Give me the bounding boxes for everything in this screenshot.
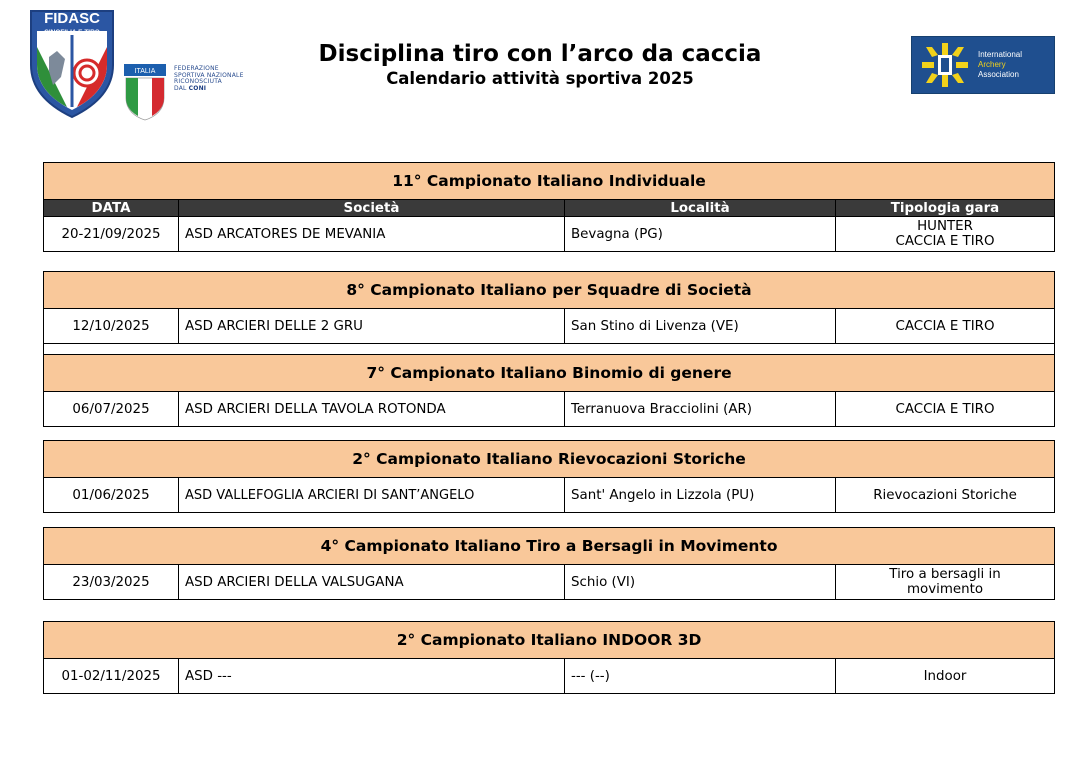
table-row bbox=[44, 309, 1055, 344]
event-location: Terranuova Bracciolini (AR) bbox=[565, 392, 836, 427]
event-date: 12/10/2025 bbox=[44, 309, 179, 344]
iaa-line: International bbox=[978, 50, 1023, 59]
event-table bbox=[43, 440, 1054, 513]
event-date: 20-21/09/2025 bbox=[44, 217, 179, 252]
table-row bbox=[44, 659, 1055, 694]
federation-dal: DAL bbox=[174, 84, 187, 92]
title-block bbox=[260, 40, 820, 90]
column-header-society: Società bbox=[179, 200, 565, 217]
italia-label: ITALIA bbox=[134, 68, 156, 75]
table-row bbox=[44, 392, 1055, 427]
table-row bbox=[44, 478, 1055, 513]
federation-line: SPORTIVA NAZIONALE bbox=[174, 71, 244, 79]
federation-text bbox=[174, 66, 244, 92]
fidasc-logo bbox=[27, 7, 117, 119]
event-title: 7° Campionato Italiano Binomio di genere bbox=[44, 355, 1055, 392]
event-society: ASD ARCATORES DE MEVANIA bbox=[179, 217, 565, 252]
event-type-line: movimento bbox=[906, 582, 984, 597]
event-society: ASD VALLEFOGLIA ARCIERI DI SANT’ANGELO bbox=[179, 478, 565, 513]
event-type-line: HUNTER bbox=[917, 219, 973, 234]
page-title: Disciplina tiro con l’arco da caccia bbox=[318, 41, 762, 67]
federation-coni: CONI bbox=[188, 84, 207, 92]
event-title: 4° Campionato Italiano Tiro a Bersagli in Movimento bbox=[44, 528, 1055, 565]
event-title: 11° Campionato Italiano Individuale bbox=[44, 163, 1055, 200]
fidasc-logo-text: FIDASC bbox=[44, 10, 100, 27]
event-title: 8° Campionato Italiano per Squadre di Società bbox=[44, 272, 1055, 309]
column-header-location: Località bbox=[565, 200, 836, 217]
event-location: Schio (VI) bbox=[565, 565, 836, 600]
table-row bbox=[44, 565, 1055, 600]
event-table bbox=[43, 162, 1054, 252]
event-society: ASD ARCIERI DELLE 2 GRU bbox=[179, 309, 565, 344]
event-date: 23/03/2025 bbox=[44, 565, 179, 600]
event-type bbox=[836, 565, 1055, 600]
fidasc-logo-subtext: CINOFILIA E TIRO bbox=[44, 29, 100, 36]
event-table bbox=[43, 354, 1054, 427]
event-table bbox=[43, 527, 1054, 600]
event-society: ASD ARCIERI DELLA VALSUGANA bbox=[179, 565, 565, 600]
event-type: CACCIA E TIRO bbox=[836, 309, 1055, 344]
iaa-emblem-icon bbox=[918, 41, 974, 89]
table-row bbox=[44, 217, 1055, 252]
event-society: ASD ARCIERI DELLA TAVOLA ROTONDA bbox=[179, 392, 565, 427]
page-subtitle: Calendario attività sportiva 2025 bbox=[386, 69, 694, 88]
event-type: Rievocazioni Storiche bbox=[836, 478, 1055, 513]
event-date: 06/07/2025 bbox=[44, 392, 179, 427]
event-type-line: CACCIA E TIRO bbox=[895, 234, 995, 249]
event-title: 2° Campionato Italiano INDOOR 3D bbox=[44, 622, 1055, 659]
event-type: CACCIA E TIRO bbox=[836, 392, 1055, 427]
event-title: 2° Campionato Italiano Rievocazioni Storiche bbox=[44, 441, 1055, 478]
event-location: Sant' Angelo in Lizzola (PU) bbox=[565, 478, 836, 513]
event-type: Indoor bbox=[836, 659, 1055, 694]
event-society: ASD --- bbox=[179, 659, 565, 694]
event-location: --- (--) bbox=[565, 659, 836, 694]
event-date: 01/06/2025 bbox=[44, 478, 179, 513]
event-type bbox=[836, 217, 1055, 252]
event-type-line: Tiro a bersagli in bbox=[889, 567, 1001, 582]
event-location: San Stino di Livenza (VE) bbox=[565, 309, 836, 344]
column-header-type: Tipologia gara bbox=[836, 200, 1055, 217]
iaa-line: Association bbox=[978, 70, 1019, 79]
event-table bbox=[43, 621, 1054, 694]
iaa-line: Archery bbox=[978, 60, 1006, 69]
federation-line: FEDERAZIONE bbox=[174, 65, 219, 72]
event-table bbox=[43, 271, 1054, 358]
column-header-date: DATA bbox=[44, 200, 179, 217]
event-location: Bevagna (PG) bbox=[565, 217, 836, 252]
federation-line: RICONOSCIUTA bbox=[174, 78, 222, 86]
event-date: 01-02/11/2025 bbox=[44, 659, 179, 694]
italia-coni-shield bbox=[122, 62, 168, 122]
iaa-logo-text bbox=[978, 50, 1022, 80]
